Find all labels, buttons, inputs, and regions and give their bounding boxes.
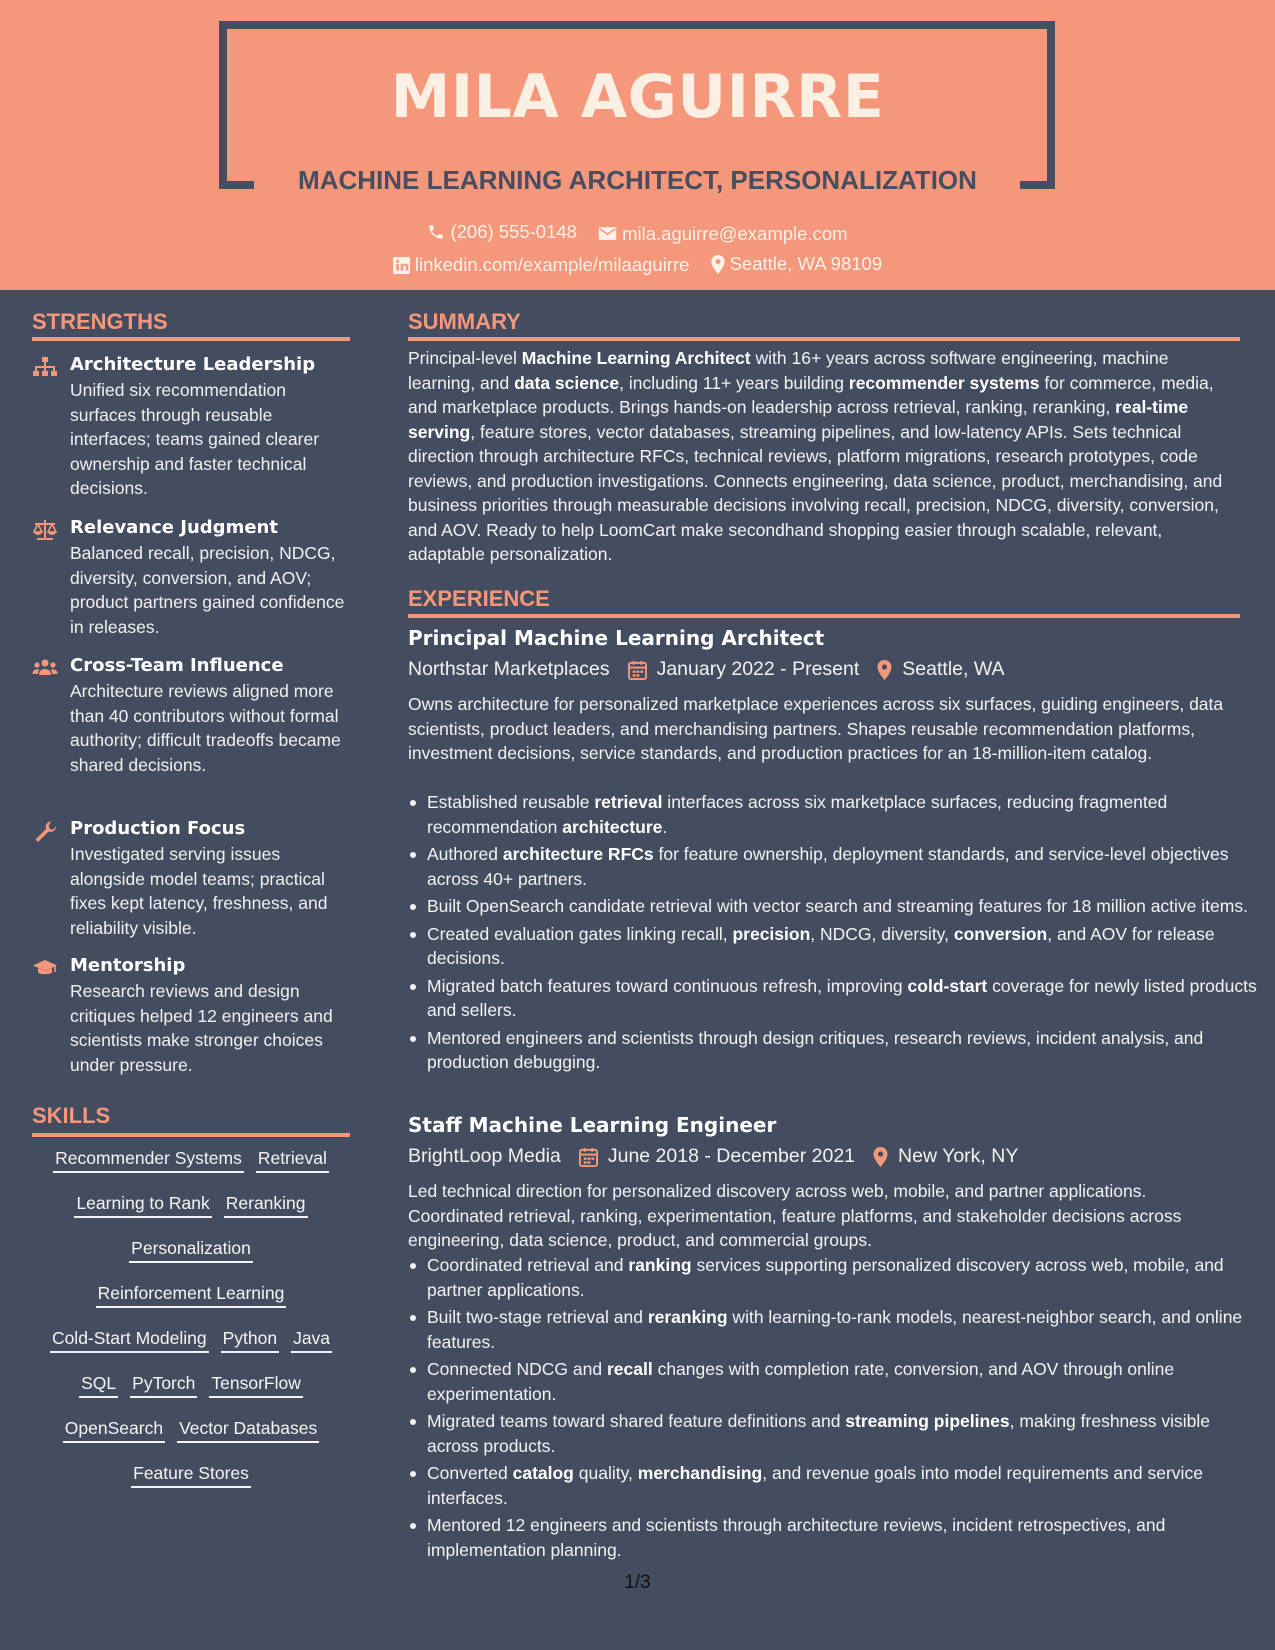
job-description: Led technical direction for personalized discovery across web, mobile, and partner applications. Coordinated retrieval, ranking, experimentation, feature platforms, and stakeholder decisions across engineering, data science, product, and commercial groups. — [408, 1181, 1182, 1250]
skill-row — [32, 1418, 350, 1463]
map-pin-icon — [711, 255, 725, 274]
wrench-icon — [32, 820, 58, 842]
skill-tag: Vector Databases — [177, 1418, 319, 1443]
skill-tag: Reinforcement Learning — [96, 1283, 287, 1308]
phone-contact[interactable] — [427, 221, 577, 243]
scale-icon — [32, 519, 58, 541]
strength-title: Relevance Judgment — [70, 517, 278, 538]
strength-title: Mentorship — [70, 955, 186, 976]
job-location: New York, NY — [898, 1145, 1019, 1167]
skill-tag: PyTorch — [130, 1373, 197, 1398]
envelope-icon — [598, 226, 617, 241]
bullet-item: Connected NDCG and recall changes with completion rate, conversion, and AOV through online experimentation. — [427, 1357, 1259, 1406]
strength-item — [32, 354, 352, 504]
company-name: BrightLoop Media — [408, 1145, 561, 1167]
candidate-name: MILA AGUIRRE — [390, 62, 885, 132]
experience-heading: EXPERIENCE — [408, 586, 550, 611]
skills-rule — [32, 1133, 350, 1137]
strength-body: Unified six recommendation surfaces through reusable interfaces; teams gained clearer ownership and faster technical decisions. — [70, 380, 320, 498]
graduation-cap-icon — [32, 957, 58, 979]
skill-row — [32, 1463, 350, 1508]
strength-body: Research reviews and design critiques helped 12 engineers and scientists make stronger choices under pressure. — [70, 981, 333, 1075]
summary-heading: SUMMARY — [408, 309, 521, 334]
strength-item — [32, 818, 352, 938]
skill-tag: Python — [221, 1328, 279, 1353]
experience-rule — [408, 614, 1240, 618]
calendar-icon — [579, 1147, 598, 1167]
strength-title: Architecture Leadership — [70, 354, 316, 375]
skill-tag: OpenSearch — [63, 1418, 165, 1443]
email-contact[interactable] — [598, 223, 847, 245]
skill-tag: SQL — [79, 1373, 118, 1398]
bullet-item: Mentored 12 engineers and scientists through architecture reviews, incident retrospectives, and implementation planning. — [427, 1513, 1259, 1562]
strength-title: Cross-Team Influence — [70, 655, 284, 676]
bullet-item: Converted catalog quality, merchandising, and revenue goals into model requirements and service interfaces. — [427, 1461, 1259, 1510]
users-icon — [32, 657, 58, 679]
skill-row — [32, 1328, 350, 1373]
job-description: Owns architecture for personalized marketplace experiences across six surfaces, guiding engineers, data scientists, product leaders, and merchandising partners. Shapes reusable recommendation platforms, investment decisions, service standards, and production practices for an 18-million-item catalog. — [408, 694, 1224, 763]
skill-row — [32, 1238, 350, 1283]
job-meta — [408, 1145, 1018, 1168]
skill-row — [32, 1283, 350, 1328]
job-bullets — [408, 1253, 1259, 1565]
job-title: Principal Machine Learning Architect — [408, 626, 825, 650]
location-contact — [711, 253, 883, 275]
skill-tag: Retrieval — [256, 1148, 329, 1173]
skill-tag: Feature Stores — [131, 1463, 251, 1488]
skill-tag: Learning to Rank — [74, 1193, 211, 1218]
strength-body: Investigated serving issues alongside model teams; practical fixes kept latency, freshness, and reliability visible. — [70, 844, 328, 938]
bullet-item: Established reusable retrieval interfaces across six marketplace surfaces, reducing fragmented recommendation architecture. — [427, 790, 1259, 839]
strength-body: Balanced recall, precision, NDCG, diversity, conversion, and AOV; product partners gained confidence in releases. — [70, 543, 345, 637]
strength-item — [32, 517, 352, 637]
strength-title: Production Focus — [70, 818, 246, 839]
job-bullets — [408, 790, 1259, 1078]
email-text: mila.aguirre@example.com — [622, 222, 848, 244]
bullet-item: Built OpenSearch candidate retrieval with vector search and streaming features for 18 million active items. — [427, 894, 1259, 919]
skill-row — [32, 1373, 350, 1418]
bullet-item: Migrated teams toward shared feature definitions and streaming pipelines, making freshness visible across products. — [427, 1409, 1259, 1458]
calendar-icon — [628, 660, 647, 680]
skills-list — [32, 1148, 350, 1508]
skill-tag: Personalization — [129, 1238, 253, 1263]
company-name: Northstar Marketplaces — [408, 658, 610, 680]
skills-heading: SKILLS — [32, 1103, 111, 1128]
skill-tag: Java — [291, 1328, 332, 1353]
contact-line-2 — [0, 253, 1275, 279]
strength-item — [32, 955, 352, 1075]
summary-text: Principal-level Machine Learning Architect with 16+ years across software engineering, machine learning, and data science, including 11+ years building recommender systems for commerce, media, and marketplace products. Brings hands-on leadership across retrieval, ranking, reranking, real-time serving, feature stores, vector databases, streaming pipelines, and low-latency APIs. Sets technical direction through architecture RFCs, technical reviews, platform migrations, research prototypes, code reviews, and production investigations. Connects engineering, data science, product, merchandising, and business priorities through measurable decisions involving recall, precision, NDCG, diversity, conversion, and AOV. Ready to help LoomCart make secondhand shopping easier through scalable, relevant, adaptable personalization. — [408, 348, 1223, 564]
strength-item — [32, 655, 352, 805]
job-location: Seattle, WA — [902, 658, 1005, 680]
skill-tag: Cold-Start Modeling — [50, 1328, 209, 1353]
strength-body: Architecture reviews aligned more than 40 contributors without formal authority; difficult tradeoffs became shared decisions. — [70, 681, 341, 775]
bullet-item: Created evaluation gates linking recall, precision, NDCG, diversity, conversion, and AOV for release decisions. — [427, 922, 1259, 971]
contact-line-1 — [0, 221, 1275, 246]
skill-row — [32, 1193, 350, 1238]
phone-icon — [427, 223, 445, 241]
skill-tag: TensorFlow — [209, 1373, 302, 1398]
location-text: Seattle, WA 98109 — [729, 253, 883, 274]
strengths-rule — [32, 337, 350, 341]
phone-text: (206) 555-0148 — [450, 221, 577, 242]
page-number: 1/3 — [624, 1572, 651, 1593]
map-pin-icon — [873, 1147, 888, 1167]
bullet-item: Authored architecture RFCs for feature ownership, deployment standards, and service-level objectives across 40+ partners. — [427, 842, 1259, 891]
skill-tag: Reranking — [224, 1193, 308, 1218]
linkedin-icon — [393, 257, 410, 274]
linkedin-contact[interactable] — [393, 254, 690, 276]
bullet-item: Mentored engineers and scientists through design critiques, research reviews, incident analysis, and production debugging. — [427, 1026, 1259, 1075]
job-title: Staff Machine Learning Engineer — [408, 1113, 777, 1137]
bullet-item: Migrated batch features toward continuous refresh, improving cold-start coverage for newly listed products and sellers. — [427, 974, 1259, 1023]
strengths-heading: STRENGTHS — [32, 309, 168, 334]
job-dates: January 2022 - Present — [656, 658, 860, 680]
job-dates: June 2018 - December 2021 — [607, 1145, 856, 1167]
job-target-title: MACHINE LEARNING ARCHITECT, PERSONALIZATION — [298, 165, 977, 195]
linkedin-text: linkedin.com/example/milaaguirre — [414, 254, 690, 275]
org-chart-icon — [32, 356, 58, 378]
summary-rule — [408, 337, 1240, 341]
skill-tag: Recommender Systems — [53, 1148, 244, 1173]
job-meta — [408, 658, 1005, 681]
map-pin-icon — [877, 660, 892, 680]
skill-row — [32, 1148, 350, 1193]
bullet-item: Built two-stage retrieval and reranking with learning-to-rank models, nearest-neighbor search, and online features. — [427, 1305, 1259, 1354]
bullet-item: Coordinated retrieval and ranking services supporting personalized discovery across web, mobile, and partner applications. — [427, 1253, 1259, 1302]
